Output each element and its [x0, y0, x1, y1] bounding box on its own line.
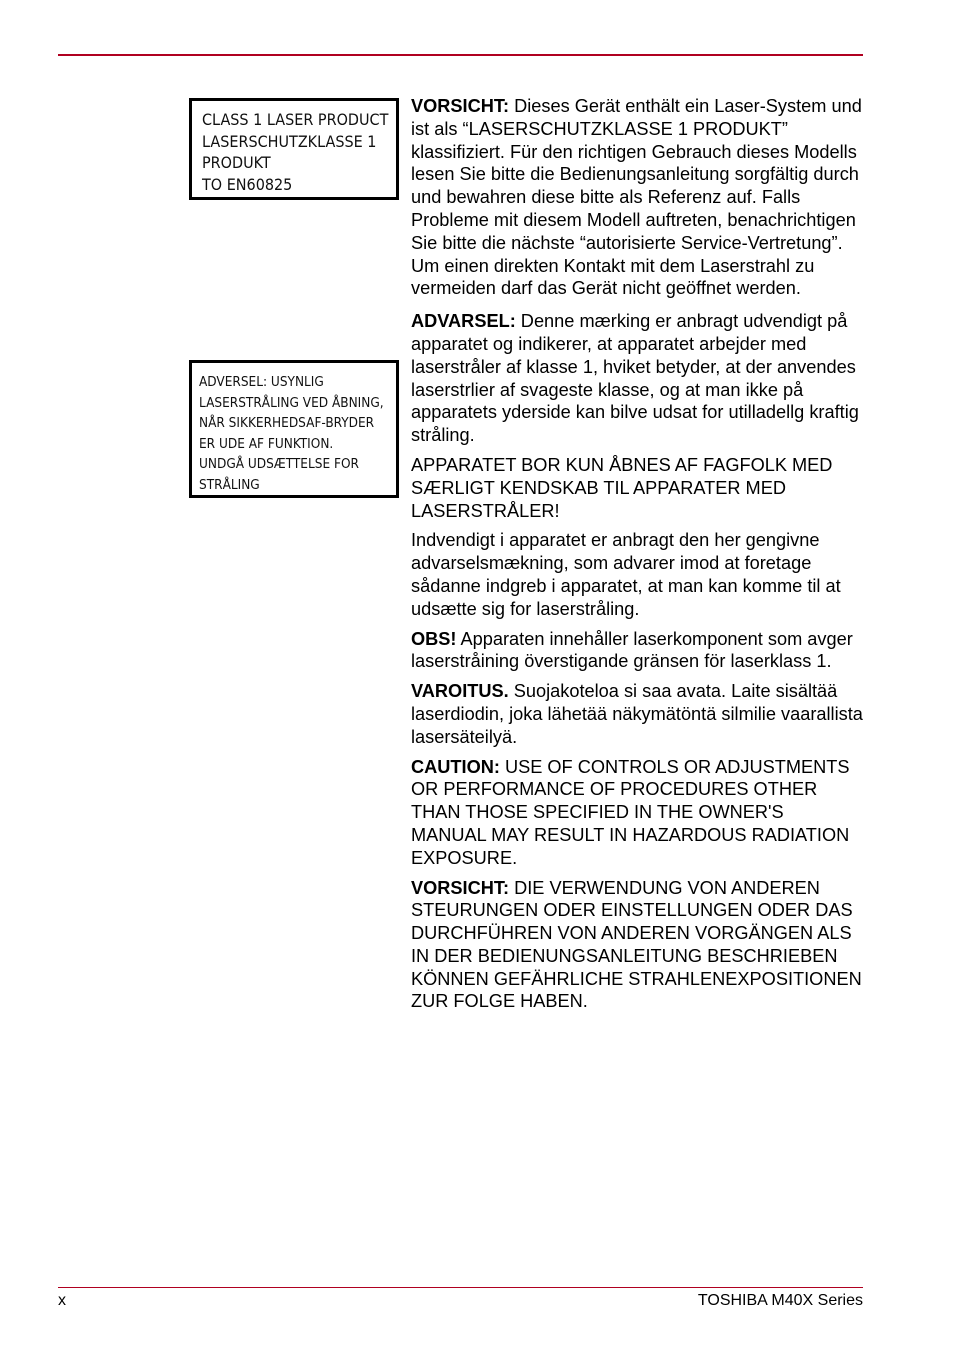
label-line: ADVERSEL: USYNLIG	[199, 374, 324, 390]
label-line: CLASS 1 LASER PRODUCT	[202, 110, 389, 129]
label-line: PRODUKT	[202, 153, 271, 172]
main-text-column	[411, 95, 863, 1020]
paragraph-obs	[411, 628, 863, 674]
header-rule	[58, 54, 863, 56]
paragraph-indvendigt	[411, 529, 863, 620]
paragraph-apparatet	[411, 454, 863, 522]
paragraph-caution	[411, 756, 863, 870]
paragraph-label: OBS!	[411, 628, 457, 649]
paragraph-text: Denne mærking er anbragt udvendigt på apparatet og indikerer, at apparatet arbejder med laserstråler af klasse 1, hviket betyder, at der anvendes laserstrlier af svageste klasse, og at man ikke på apparatets yderside kan bilve udsat for utilladellg kraftig stråling.	[411, 311, 859, 446]
paragraph-text: Dieses Gerät enthält ein Laser-System und ist als “LASERSCHUTZKLASSE 1 PRODUKT” klassifiziert. Für den richtigen Gebrauch dieses Modells lesen Sie bitte die Bedienungsanleitung sorgfältig durch und bewahren diese bitte als Referenz auf. Falls Probleme mit diesem Modell auftreten, benachrichtigen Sie bitte die nächste “autorisierte Service-Vertretung”. Um einen direkten Kontakt mit dem Laserstrahl zu vermeiden darf das Gerät nicht geöffnet werden.	[411, 96, 862, 299]
footer-title: TOSHIBA M40X Series	[697, 1292, 863, 1309]
paragraph-advarsel	[411, 310, 863, 447]
paragraph-vorsicht-laser	[411, 95, 863, 300]
class1-laser-label	[189, 98, 399, 200]
paragraph-text: Suojakoteloa si saa avata. Laite sisältää laserdiodin, joka lähetää näkymätöntä silmilie vaarallista lasersäteilyä.	[411, 681, 863, 747]
label-line: LASERSTRÅLING VED ÅBNING,	[199, 394, 384, 411]
paragraph-text: USE OF CONTROLS OR ADJUSTMENTS OR PERFORMANCE OF PROCEDURES OTHER THAN THOSE SPECIFIED IN THE OWNER'S MANUAL MAY RESULT IN HAZARDOUS RADIATION EXPOSURE.	[411, 756, 850, 868]
label-line: UNDGÅ UDSÆTTELSE FOR	[199, 456, 359, 473]
paragraph-label: VORSICHT:	[411, 96, 510, 116]
adversel-warning-label	[189, 360, 399, 498]
label-line: TO EN60825	[202, 174, 293, 194]
paragraph-label: VORSICHT:	[411, 877, 510, 898]
paragraph-label: ADVARSEL:	[411, 311, 516, 332]
paragraph-vorsicht-steurungen	[411, 877, 863, 1014]
label-line: STRÅLING	[199, 476, 260, 493]
label-line: ER UDE AF FUNKTION.	[199, 435, 334, 452]
label-line: NÅR SIKKERHEDSAF-BRYDER	[199, 415, 375, 432]
label-line: LASERSCHUTZKLASSE 1	[202, 131, 377, 151]
paragraph-varoitus	[411, 680, 863, 748]
paragraph-text: DIE VERWENDUNG VON ANDEREN STEURUNGEN ODER EINSTELLUNGEN ODER DAS DURCHFÜHREN VON ANDEREN VORGÄNGEN ALS IN DER BEDIENUNGSANLEITUNG BESCHRIEBEN KÖNNEN GEFÄHRLICHE STRAHLENEXPOSITIONEN ZUR FOLGE HABEN.	[411, 877, 862, 1012]
page-number: x	[58, 1292, 66, 1309]
paragraph-label: CAUTION:	[411, 756, 500, 777]
paragraph-text: Apparaten innehåller laserkomponent som avger laserstråining överstigande gränsen för laserklass 1.	[411, 628, 853, 672]
paragraph-text: APPARATET BOR KUN ÅBNES AF FAGFOLK MED SÆRLIGT KENDSKAB TIL APPARATER MED LASERSTRÅLER!	[411, 454, 833, 521]
paragraph-text: Indvendigt i apparatet er anbragt den her gengivne advarselsmækning, som advarer imod at foretage sådanne indgreb i apparatet, at man kan komme til at udsætte sig for laserstråling.	[411, 530, 841, 619]
paragraph-label: VAROITUS.	[411, 681, 509, 702]
footer-rule	[58, 1287, 863, 1288]
